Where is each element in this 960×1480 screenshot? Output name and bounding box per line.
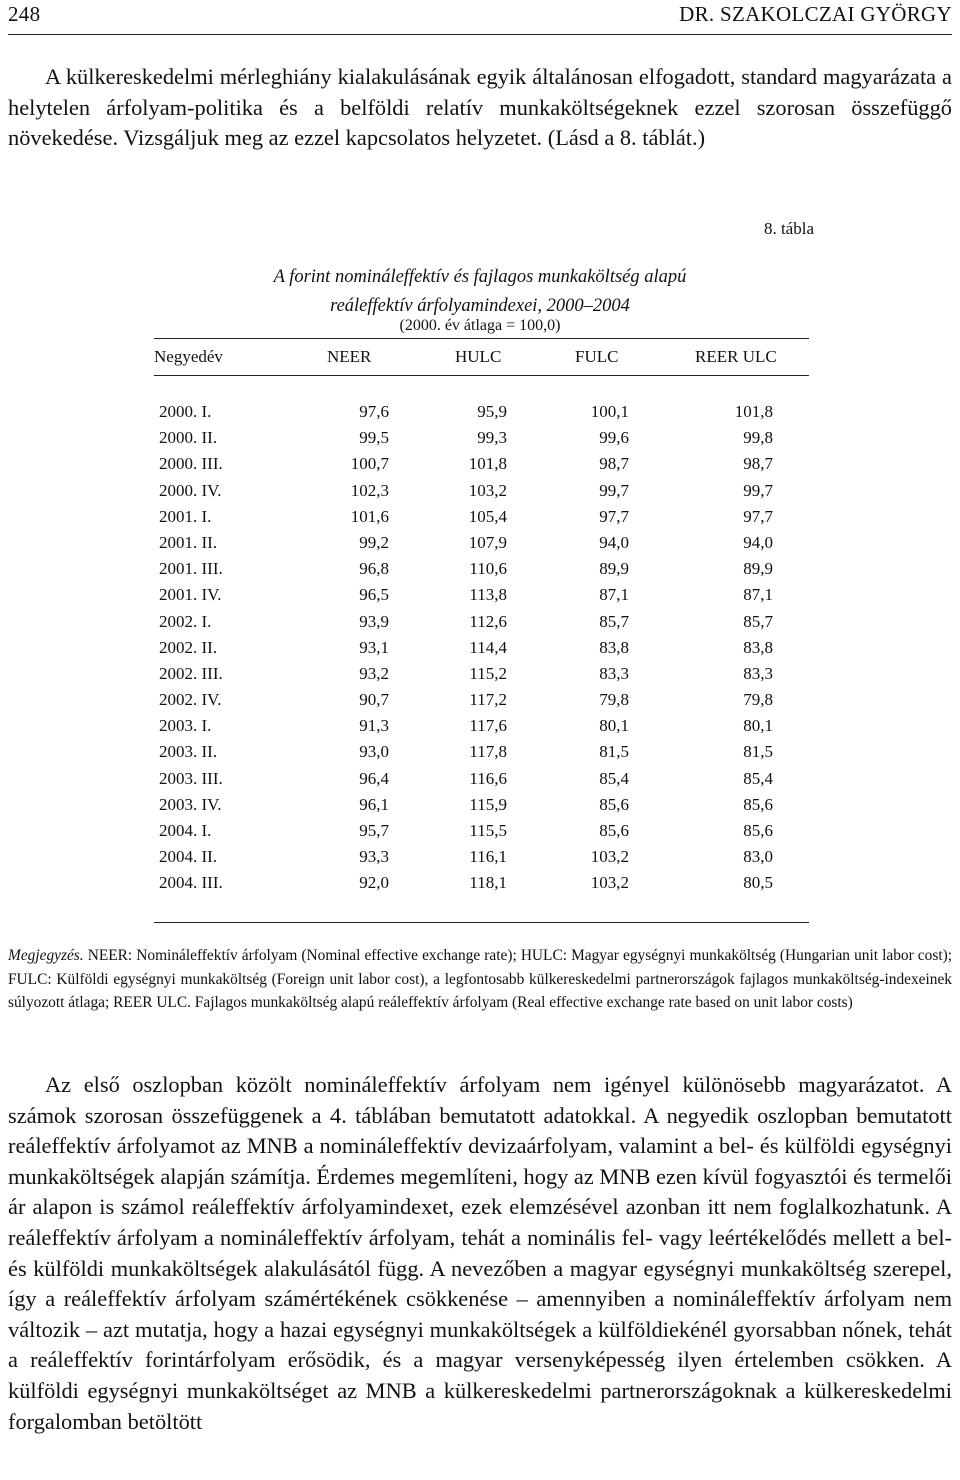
fulc-cell: 100,1 [590, 402, 629, 421]
fulc-cell: 97,7 [599, 506, 629, 526]
reer-ulc-cell: 97,7 [743, 506, 773, 526]
neer-cell: 96,5 [359, 585, 389, 605]
quarter-cell: 2001. IV. [159, 585, 222, 605]
hulc-cell: 115,2 [469, 663, 507, 683]
quarter-cell: 2000. III. [159, 454, 223, 474]
fulc-cell: 98,7 [599, 454, 629, 474]
neer-cell: 102,3 [350, 480, 389, 500]
hulc-cell: 113,8 [469, 585, 507, 605]
intro-paragraph: A külkereskedelmi mérleghiány kialakulásának egyik általánosan elfogadott, standard magyarázata a helytelen árfolyam-politika és a belföldi relatív munkaköltségeknek ezzel szorosan összefüggő növekedése. Vizsgáljuk meg az ezzel kapcsolatos helyzetet. (Lásd a 8. táblát.) [8, 64, 952, 151]
note-text: NEER: Nomináleffektív árfolyam (Nominal effective exchange rate); HULC: Magyar egységnyi munkaköltség (Hungarian unit labor cost); FULC: Külföldi egységnyi munkaköltség (Foreign unit labor cost), a legfontosabb külkereskedelmi partnerországok fajlagos munkaköltség-indexeinek súlyozott átlaga; REER ULC. Fajlagos munkaköltség alapú reáleffektív árfolyam (Real effective exchange rate based on unit labor costs) [8, 947, 952, 1011]
table-row [154, 426, 809, 452]
column-header-reer-ulc: REER ULC [695, 347, 777, 366]
table-row [154, 400, 809, 426]
neer-cell: 93,1 [359, 637, 389, 657]
neer-cell: 95,7 [359, 821, 389, 840]
table-row [154, 819, 809, 845]
quarter-cell: 2001. I. [159, 506, 212, 526]
quarter-cell: 2001. II. [159, 532, 218, 552]
neer-cell: 93,2 [359, 663, 389, 683]
table-number: 8. tábla [763, 219, 814, 238]
hulc-cell: 99,3 [477, 428, 507, 448]
table-title-line-2: reáleffektív árfolyamindexei, 2000–2004 [330, 296, 630, 316]
table-row [154, 714, 809, 740]
fulc-cell: 94,0 [599, 532, 629, 552]
reer-ulc-cell: 98,7 [743, 454, 773, 474]
quarter-cell: 2002. I. [159, 611, 212, 631]
table-subtitle: (2000. év átlaga = 100,0) [399, 317, 561, 334]
fulc-cell: 103,2 [590, 847, 629, 867]
reer-ulc-cell: 83,3 [743, 663, 773, 683]
quarter-cell: 2004. I. [159, 821, 212, 840]
fulc-cell: 83,8 [599, 637, 629, 657]
reer-ulc-cell: 80,5 [743, 873, 773, 893]
table-body [154, 400, 809, 898]
quarter-cell: 2000. II. [159, 428, 218, 448]
hulc-cell: 115,5 [469, 821, 507, 840]
column-header-fulc: FULC [575, 347, 619, 366]
reer-ulc-cell: 99,8 [743, 428, 773, 448]
quarter-cell: 2000. IV. [159, 480, 222, 500]
fulc-cell: 85,6 [599, 794, 629, 814]
reer-ulc-cell: 85,6 [743, 821, 773, 840]
table-row [154, 740, 809, 766]
reer-ulc-cell: 85,4 [743, 768, 773, 788]
fulc-cell: 89,9 [599, 559, 629, 579]
column-header-neer: NEER [327, 347, 372, 366]
table-row [154, 557, 809, 583]
neer-cell: 93,3 [359, 847, 389, 867]
fulc-cell: 81,5 [599, 742, 629, 762]
table-row [154, 610, 809, 636]
quarter-cell: 2003. IV. [159, 794, 222, 814]
reer-ulc-cell: 79,8 [743, 690, 773, 710]
table-row [154, 767, 809, 793]
note-label: Megjegyzés. [8, 947, 84, 964]
quarter-cell: 2003. III. [159, 768, 223, 788]
table-row [154, 845, 809, 871]
hulc-cell: 115,9 [469, 794, 507, 814]
hulc-cell: 103,2 [468, 480, 507, 500]
reer-ulc-cell: 80,1 [743, 716, 773, 736]
table-row [154, 479, 809, 505]
neer-cell: 101,6 [350, 506, 389, 526]
fulc-cell: 87,1 [599, 585, 629, 605]
page-number: 248 [8, 2, 41, 26]
hulc-cell: 112,6 [469, 611, 507, 631]
reer-ulc-cell: 83,0 [743, 847, 773, 867]
quarter-cell: 2001. III. [159, 559, 223, 579]
column-header-quarter: Negyedév [154, 347, 223, 366]
hulc-cell: 114,4 [469, 637, 507, 657]
table-row [154, 662, 809, 688]
fulc-cell: 83,3 [599, 663, 629, 683]
fulc-cell: 103,2 [590, 873, 629, 893]
table-row [154, 636, 809, 662]
table-row [154, 452, 809, 478]
quarter-cell: 2002. III. [159, 663, 223, 683]
hulc-cell: 110,6 [469, 559, 507, 579]
fulc-cell: 80,1 [599, 716, 629, 736]
reer-ulc-cell: 94,0 [743, 532, 773, 552]
page-header [8, 0, 952, 35]
reer-ulc-cell: 81,5 [743, 742, 773, 762]
neer-cell: 90,7 [359, 690, 389, 710]
fulc-cell: 99,7 [599, 480, 629, 500]
table-row [154, 871, 809, 897]
fulc-cell: 85,6 [599, 821, 629, 840]
reer-ulc-cell: 85,6 [743, 794, 773, 814]
hulc-cell: 105,4 [468, 506, 507, 526]
table-row [154, 531, 809, 557]
quarter-cell: 2004. II. [159, 847, 218, 867]
table-row [154, 793, 809, 819]
neer-cell: 99,5 [359, 428, 389, 448]
neer-cell: 91,3 [359, 716, 389, 736]
table-title [155, 263, 805, 321]
table-title-line-1: A forint nomináleffektív és fajlagos munkaköltség alapú [273, 267, 687, 287]
fulc-cell: 85,7 [599, 611, 629, 631]
quarter-cell: 2000. I. [159, 402, 212, 421]
hulc-cell: 117,2 [469, 690, 507, 710]
reer-ulc-cell: 83,8 [743, 637, 773, 657]
hulc-cell: 118,1 [469, 873, 507, 893]
data-table [154, 338, 809, 923]
neer-cell: 100,7 [350, 454, 389, 474]
neer-cell: 97,6 [359, 402, 389, 421]
quarter-cell: 2003. II. [159, 742, 218, 762]
fulc-cell: 85,4 [599, 768, 629, 788]
fulc-cell: 99,6 [599, 428, 629, 448]
table-row [154, 688, 809, 714]
neer-cell: 93,9 [359, 611, 389, 631]
body-paragraph: Az első oszlopban közölt nomináleffektív árfolyam nem igényel különösebb magyarázatot. A számok szorosan összefüggenek a 4. táblában bemutatott adatokkal. A negyedik oszlopban bemutatott reáleffektív árfolyamot az MNB a nomináleffektív devizaárfolyam, valamint a bel- és külföldi egységnyi munkaköltségek alapján számítja. Érdemes megemlíteni, hogy az MNB ezen kívül fogyasztói és termelői ár alapon is számol reáleffektív árfolyamindexet, ezek elemzésével azonban itt nem foglalkozhatunk. A reáleffektív árfolyam a nomináleffektív árfolyam, tehát a nominális fel- vagy leértékelődés mellett a bel- és külföldi munkaköltségek alakulásától függ. A nevezőben a magyar egységnyi munkaköltség szerepel, így a reáleffektív árfolyam számértékének csökkenése – amennyiben a nomináleffektív árfolyam nem változik – azt mutatja, hogy a hazai egységnyi munkaköltségek a külföldiekénél gyorsabban nőnek, tehát a reáleffektív forintárfolyam erősödik, és a magyar versenyképesség ilyen értelemben csökken. A külföldi egységnyi munkaköltséget az MNB a külkereskedelmi partnerországoknak a külkereskedelmi forgalomban betöltött [8, 1072, 952, 1434]
reer-ulc-cell: 99,7 [743, 480, 773, 500]
quarter-cell: 2002. IV. [159, 690, 222, 710]
neer-cell: 96,8 [359, 559, 389, 579]
neer-cell: 99,2 [359, 532, 389, 552]
column-header-hulc: HULC [455, 347, 502, 366]
hulc-cell: 116,1 [469, 847, 507, 867]
fulc-cell: 79,8 [599, 690, 629, 710]
neer-cell: 92,0 [359, 873, 389, 893]
running-head: DR. SZAKOLCZAI GYÖRGY [679, 2, 952, 26]
hulc-cell: 107,9 [468, 532, 507, 552]
hulc-cell: 117,6 [469, 716, 507, 736]
hulc-cell: 101,8 [468, 454, 507, 474]
quarter-cell: 2003. I. [159, 716, 212, 736]
neer-cell: 96,1 [359, 794, 389, 814]
hulc-cell: 117,8 [469, 742, 507, 762]
hulc-cell: 116,6 [469, 768, 507, 788]
header-rule [154, 375, 809, 376]
neer-cell: 93,0 [359, 742, 389, 762]
reer-ulc-cell: 85,7 [743, 611, 773, 631]
table-row [154, 505, 809, 531]
hulc-cell: 95,9 [477, 402, 507, 421]
quarter-cell: 2002. II. [159, 637, 218, 657]
table-note [8, 944, 952, 1015]
reer-ulc-cell: 87,1 [743, 585, 773, 605]
table-row [154, 583, 809, 609]
reer-ulc-cell: 101,8 [734, 402, 773, 421]
quarter-cell: 2004. III. [159, 873, 223, 893]
neer-cell: 96,4 [359, 768, 389, 788]
reer-ulc-cell: 89,9 [743, 559, 773, 579]
